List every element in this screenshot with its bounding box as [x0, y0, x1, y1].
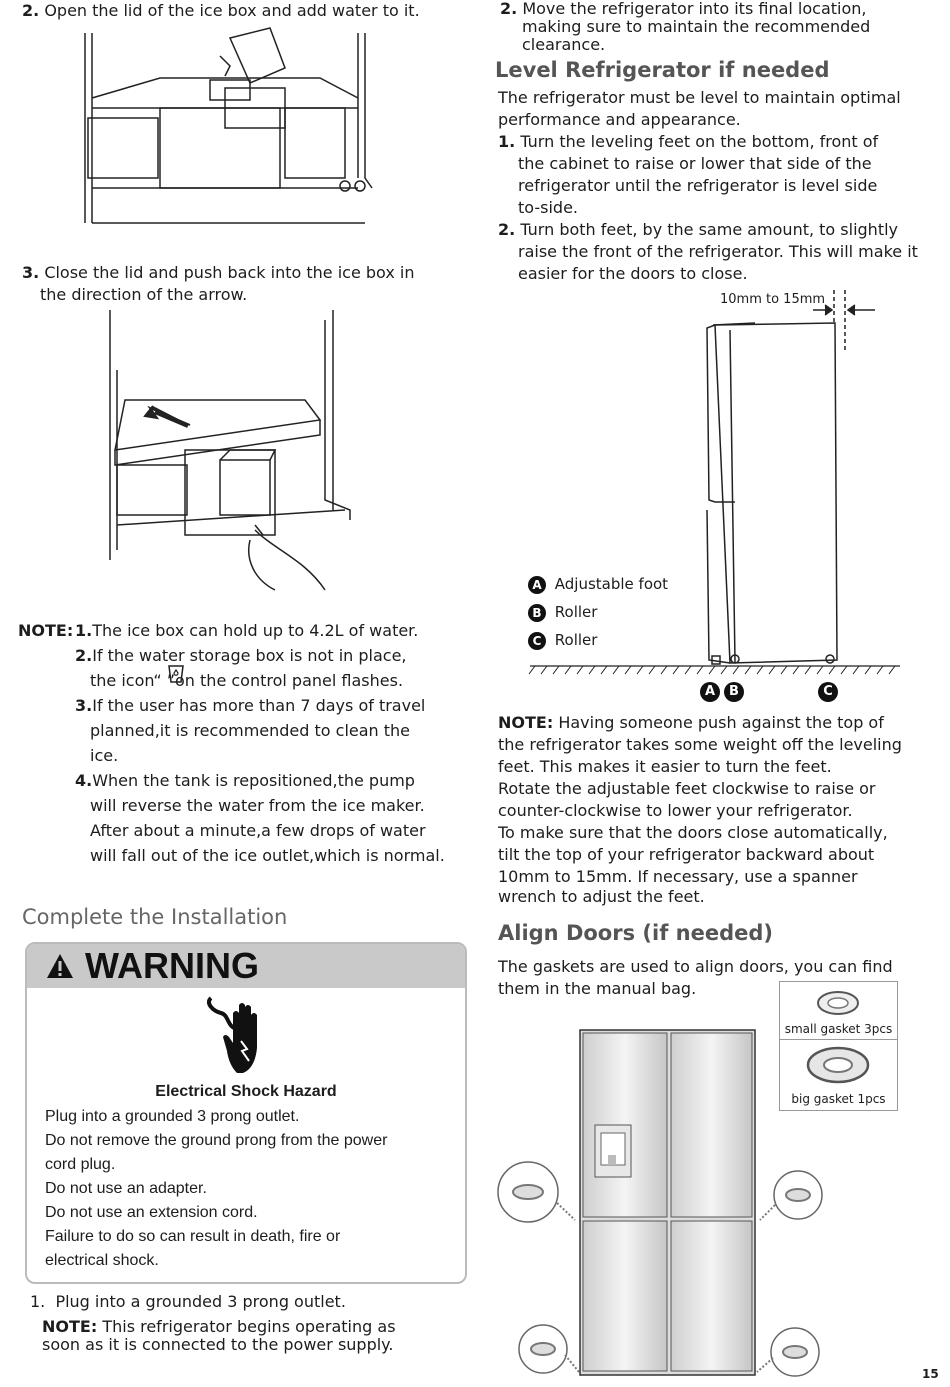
intro-line: performance and appearance.	[498, 110, 741, 129]
warning-header	[27, 944, 465, 988]
step-text-line: clearance.	[522, 35, 606, 54]
level-intro	[498, 87, 901, 131]
note-item-line: If the user has more than 7 days of travel	[92, 696, 426, 715]
step-number: 1.	[30, 1292, 46, 1311]
step-text-line: making sure to maintain the recommended	[522, 17, 871, 36]
note-item-line: If the water storage box is not in place,	[92, 646, 407, 665]
note-line: Rotate the adjustable feet clockwise to raise or	[498, 779, 876, 798]
note-item-line: The ice box can hold up to 4.2L of water.	[92, 621, 419, 640]
marker-b: B	[724, 682, 744, 702]
step-number: 2.	[498, 220, 516, 239]
legend-text: Adjustable foot	[554, 575, 669, 593]
step-number: 1.	[498, 132, 516, 151]
note-line: wrench to adjust the feet.	[498, 887, 705, 906]
note-line: the refrigerator takes some weight off the leveling	[498, 735, 902, 754]
step-number: 2.	[22, 1, 40, 20]
note-label: NOTE:	[498, 713, 554, 732]
step-text-line: Move the refrigerator into its final location,	[522, 0, 867, 18]
note-line: This refrigerator begins operating as	[102, 1317, 396, 1336]
ice-box-push-illustration	[105, 310, 375, 600]
note-item-number: 3.	[75, 696, 93, 715]
page-number: 15	[922, 1367, 939, 1381]
marker-a: A	[700, 682, 720, 702]
warning-line: cord plug.	[45, 1156, 116, 1173]
legend-item-b	[528, 598, 668, 626]
power-note	[42, 1318, 396, 1354]
note-item-line: ice.	[90, 746, 119, 765]
note-item-number: 1.	[75, 621, 93, 640]
step-text: Open the lid of the ice box and add water to it.	[44, 1, 420, 20]
warning-line: electrical shock.	[45, 1252, 159, 1269]
diagram-legend	[528, 570, 668, 654]
align-line: them in the manual bag.	[498, 979, 697, 998]
note-line: Having someone push against the top of	[558, 713, 884, 732]
legend-item-c	[528, 626, 668, 654]
step-text: Plug into a grounded 3 prong outlet.	[55, 1292, 346, 1311]
step-text-line: to-side.	[518, 198, 578, 217]
badge-a: A	[528, 576, 546, 594]
note-label: NOTE:	[18, 621, 74, 640]
warning-line: Do not use an adapter.	[45, 1180, 207, 1197]
level-heading: Level Refrigerator if needed	[495, 58, 830, 82]
note-line: To make sure that the doors close automatically,	[498, 823, 888, 842]
warning-line: Do not use an extension cord.	[45, 1204, 258, 1221]
note-item-line: will fall out of the ice outlet,which is normal.	[90, 846, 445, 865]
note-item-number: 4.	[75, 771, 93, 790]
badge-c: C	[528, 632, 546, 650]
legend-item-a	[528, 570, 668, 598]
electric-shock-hand-icon	[203, 993, 273, 1078]
step-number: 3.	[22, 263, 40, 282]
note-line: tilt the top of your refrigerator backward about	[498, 845, 875, 864]
ice-box-note	[18, 618, 445, 868]
warning-line: Do not remove the ground prong from the power	[45, 1132, 388, 1149]
note-line: feet. This makes it easier to turn the feet.	[498, 757, 832, 776]
warning-triangle-icon	[45, 952, 75, 980]
leveling-note	[498, 712, 902, 906]
note-label: NOTE:	[42, 1317, 98, 1336]
warning-title: WARNING	[85, 945, 259, 986]
right-step2	[500, 0, 870, 54]
warning-line: Failure to do so can result in death, fire or	[45, 1228, 341, 1245]
warning-text	[27, 1105, 465, 1273]
align-doors-heading: Align Doors (if needed)	[498, 921, 773, 945]
legend-text: Roller	[554, 603, 598, 621]
step-text-line: Close the lid and push back into the ice box in	[44, 263, 415, 282]
note-item-number: 2.	[75, 646, 93, 665]
refrigerator-front-diagram	[495, 1025, 835, 1380]
step-text-line: raise the front of the refrigerator. This will make it	[518, 242, 918, 261]
note-item-line: After about a minute,a few drops of water	[90, 821, 426, 840]
note-line: 10mm to 15mm. If necessary, use a spanner	[498, 867, 858, 886]
badge-b: B	[528, 604, 546, 622]
note-line: soon as it is connected to the power supply.	[42, 1335, 394, 1354]
water-tank-icon	[165, 664, 187, 684]
step-text-line: Turn the leveling feet on the bottom, front of	[520, 132, 879, 151]
intro-line: The refrigerator must be level to maintain optimal	[498, 88, 901, 107]
step-text-line: the direction of the arrow.	[40, 285, 248, 304]
step-text-line: refrigerator until the refrigerator is level side	[518, 176, 878, 195]
left-step3	[22, 262, 414, 306]
step-number: 2.	[500, 0, 518, 18]
big-gasket-label: big gasket 1pcs	[791, 1092, 886, 1106]
note-item-line: planned,it is recommended to clean the	[90, 721, 411, 740]
clearance-label: 10mm to 15mm	[720, 292, 826, 307]
hazard-title: Electrical Shock Hazard	[155, 1083, 337, 1100]
marker-c: C	[818, 682, 838, 702]
note-item-line: When the tank is repositioned,the pump	[92, 771, 415, 790]
ice-box-fill-illustration	[80, 28, 380, 228]
note-item-line: will reverse the water from the ice maker.	[90, 796, 425, 815]
step-text-line: Turn both feet, by the same amount, to slightly	[520, 220, 899, 239]
step-text-line: the cabinet to raise or lower that side of the	[518, 154, 872, 173]
step-text-line: easier for the doors to close.	[518, 264, 748, 283]
note-line: counter-clockwise to lower your refrigerator.	[498, 801, 853, 820]
legend-text: Roller	[554, 631, 598, 649]
small-gasket-label: small gasket 3pcs	[784, 1022, 893, 1036]
note-item-line: the icon“ ”on the control panel flashes.	[90, 671, 404, 690]
warning-box	[25, 942, 467, 1284]
left-step1	[30, 1291, 346, 1313]
warning-line: Plug into a grounded 3 prong outlet.	[45, 1108, 300, 1125]
left-step2	[22, 0, 420, 22]
complete-installation-heading: Complete the Installation	[22, 905, 288, 929]
level-steps	[498, 131, 918, 285]
align-line: The gaskets are used to align doors, you can find	[498, 957, 893, 976]
small-gasket-icon	[815, 988, 861, 1018]
